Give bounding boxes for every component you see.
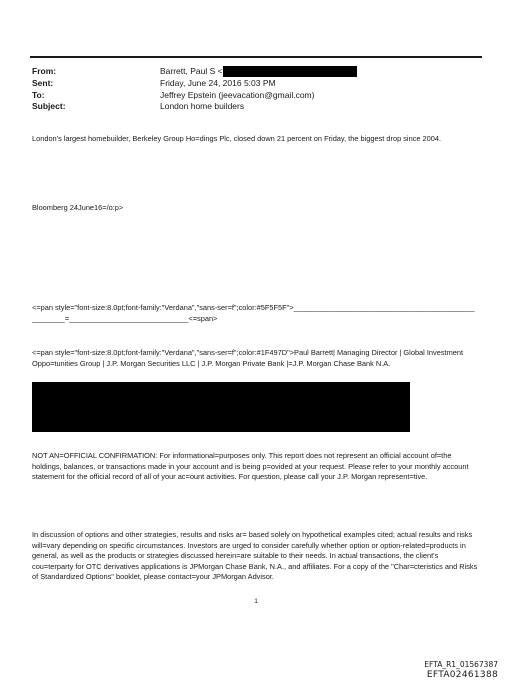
body-paragraph-style-rule: <=pan style="font-size:8.0pt;font-family:"Verdana","sans-ser=f";color:#5F5F5F">____________________________________________________=_____________________________<=span> [32, 303, 475, 323]
page-number: 1 [254, 598, 258, 605]
sent-value: Friday, June 24, 2016 5:03 PM [160, 77, 276, 88]
body-paragraph-options-disclosure: In discussion of options and other strategies, results and risks ar= based solely on hypothetical examples cited; actual results and risks will=vary depending on specific circumstances. Investors are urged to consider carefully whether option or option-related=products in general, as well as the products or strategies discussed herein=are suitable to their needs. In actual transactions, the client's cou=terparty for OTC derivatives applications is JPMorgan Chase Bank, N.A., and affiliates. For a copy of the "Char=cteristics and Risks of Standardized Options" booklet, please contact=your JPMorgan Advisor. [32, 530, 478, 582]
from-email-redaction [223, 66, 357, 77]
from-value [160, 66, 357, 78]
subject-value: London home builders [160, 101, 245, 112]
from-label: From: [32, 66, 57, 76]
footer-reference-secondary: EFTA02461388 [426, 670, 498, 680]
from-name: Barrett, Paul S < [160, 66, 223, 76]
body-paragraph-disclaimer: NOT AN=OFFICIAL CONFIRMATION: For informational=purposes only. This report does not represent an official account of=the holdings, balances, or transactions made in your account and is being p=ovided at your request. Please refer to your monthly account statement for the official record of all of your ac=ount activities. For question, please call your J.P. Morgan represent=tive. [32, 451, 469, 482]
to-label: To: [32, 89, 45, 100]
body-paragraph-bloomberg: Bloomberg 24June16=/o:p> [32, 203, 124, 212]
footer-reference-primary: EFTA_R1_01567387 [424, 660, 498, 669]
header-rule [30, 56, 482, 58]
to-value: Jeffrey Epstein (jeevacation@gmail.com) [160, 89, 315, 100]
subject-label: Subject: [32, 101, 66, 112]
body-paragraph-homebuilder: London's largest homebuilder, Berkeley Group Ho=dings Plc, closed down 21 percent on Friday, the biggest drop since 2004. [32, 134, 442, 143]
body-paragraph-signature: <=pan style="font-size:8.0pt;font-family:"Verdana","sans-ser=f";color:#1F497D">Paul Barrett| Managing Director | Global Investment Oppo=tunities Group | J.P. Morgan Securities LLC | J.P. Morgan Private Bank |=J.P. Morgan Chase Bank N.A. [32, 348, 464, 368]
sent-label: Sent: [32, 77, 54, 88]
signature-redaction [32, 382, 410, 432]
